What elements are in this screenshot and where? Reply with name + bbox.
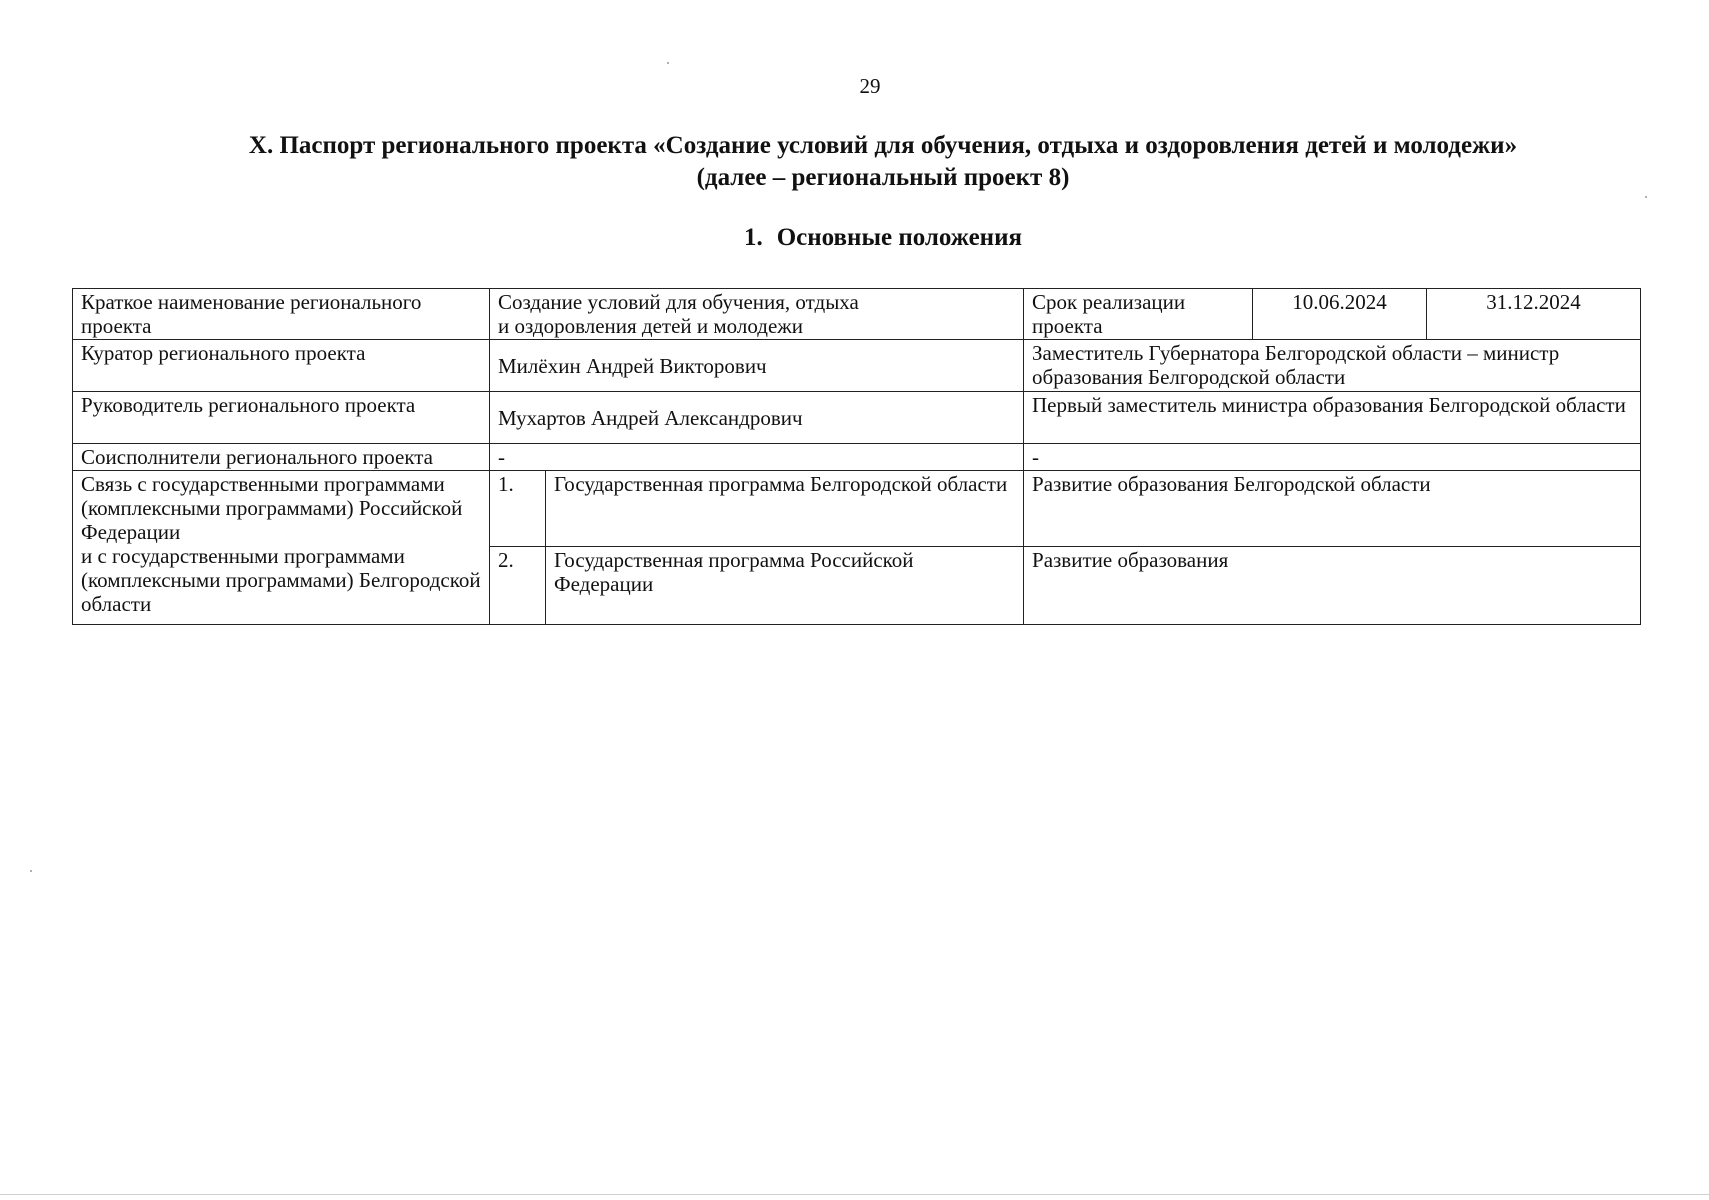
table-row-short-name [73,289,1641,340]
link-1-number: 1. [490,471,546,547]
scan-speck [667,62,669,64]
term-end: 31.12.2024 [1427,289,1641,340]
short-name-value [490,289,1024,340]
scan-speck [1645,196,1647,198]
scan-edge-line [0,1194,1709,1195]
short-name-label: Краткое наименование регионального проекта [73,289,490,340]
term-label: Срок реализации проекта [1024,289,1253,340]
table-row-curator [73,340,1641,392]
table-row-head [73,392,1641,444]
scan-speck [30,870,32,872]
term-start: 10.06.2024 [1253,289,1427,340]
section-heading [0,224,1709,252]
table-row-link-1 [73,471,1641,547]
head-name: Мухартов Андрей Александрович [490,392,1024,444]
title-line-2: (далее – региональный проект 8) [696,164,1070,191]
short-name-value-line-1: Создание условий для обучения, отдыха [498,290,859,314]
short-name-value-line-2: и оздоровления детей и молодежи [498,314,804,338]
section-number: 1. [743,224,763,251]
links-label [73,471,490,625]
coexecutors-label: Соисполнители регионального проекта [73,444,490,471]
link-1-name: Развитие образования Белгородской области [1024,471,1641,547]
coexecutors-value: - [490,444,1024,471]
title-line-1: X. Паспорт регионального проекта «Создание условий для обучения, отдыха и оздоровления детей и молодежи» [248,132,1518,159]
document-title [0,130,1709,194]
section-title: Основные положения [776,224,1023,251]
links-label-line-2: и с государственными программами (комплексными программами) Белгородской области [81,544,481,616]
coexecutors-position: - [1024,444,1641,471]
passport-table [72,288,1641,625]
link-2-number: 2. [490,547,546,625]
table-row-coexecutors [73,444,1641,471]
link-2-name: Развитие образования [1024,547,1641,625]
links-label-line-1: Связь с государственными программами (комплексными программами) Российской Федерации [81,472,463,544]
curator-name: Милёхин Андрей Викторович [490,340,1024,392]
link-2-program: Государственная программа Российской Федерации [546,547,1024,625]
curator-position: Заместитель Губернатора Белгородской области – министр образования Белгородской области [1024,340,1641,392]
page-number: 29 [859,74,881,98]
head-label: Руководитель регионального проекта [73,392,490,444]
curator-label: Куратор регионального проекта [73,340,490,392]
head-position: Первый заместитель министра образования Белгородской области [1024,392,1641,444]
link-1-program: Государственная программа Белгородской области [546,471,1024,547]
